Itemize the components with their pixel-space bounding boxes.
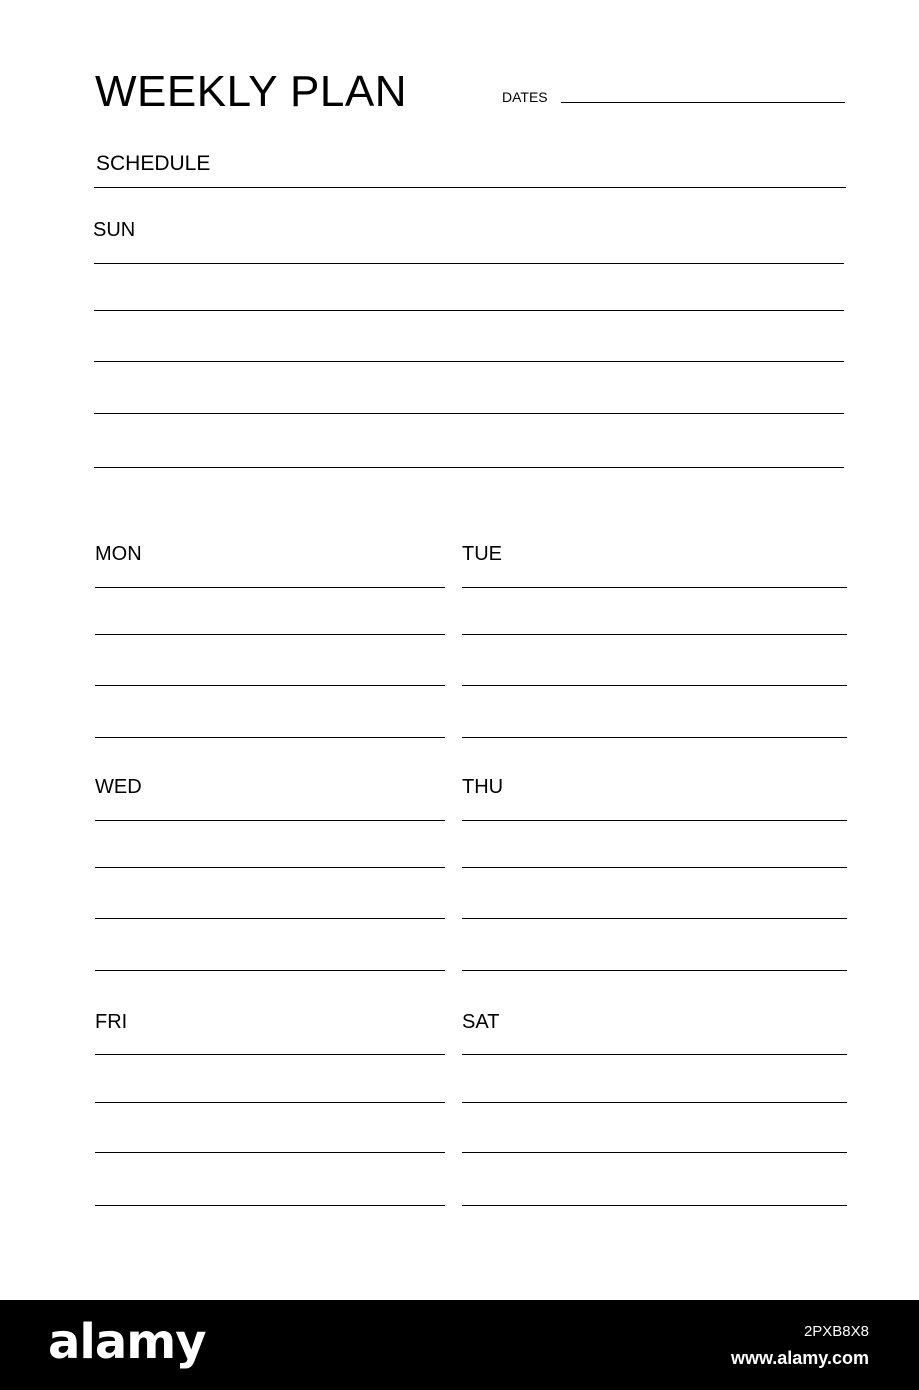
sun-line-1 <box>94 263 844 264</box>
dates-label: DATES <box>502 89 548 105</box>
tue-line-2 <box>462 634 847 635</box>
wed-line-3 <box>95 918 445 919</box>
tue-line-3 <box>462 685 847 686</box>
site-url: www.alamy.com <box>730 1348 869 1368</box>
dates-line <box>561 102 845 103</box>
sat-line-4 <box>462 1205 847 1206</box>
fri-line-3 <box>95 1152 445 1153</box>
sun-line-3 <box>94 361 844 362</box>
sun-line-2 <box>94 310 844 311</box>
day-label-sun: SUN <box>93 219 136 241</box>
sun-line-5 <box>94 467 844 468</box>
wed-line-1 <box>95 820 445 821</box>
schedule-rule <box>94 187 846 188</box>
tue-line-4 <box>462 737 847 738</box>
image-id: 2PXB8X8 <box>803 1323 869 1340</box>
tue-line-1 <box>462 587 847 588</box>
wed-line-4 <box>95 970 445 971</box>
sat-line-2 <box>462 1102 847 1103</box>
day-label-mon: MON <box>95 543 142 565</box>
fri-line-2 <box>95 1102 445 1103</box>
thu-line-1 <box>462 820 847 821</box>
day-label-sat: SAT <box>462 1011 500 1033</box>
thu-line-3 <box>462 918 847 919</box>
schedule-label: SCHEDULE <box>96 152 211 175</box>
fri-line-4 <box>95 1205 445 1206</box>
day-label-tue: TUE <box>462 543 502 565</box>
mon-line-1 <box>95 587 445 588</box>
mon-line-3 <box>95 685 445 686</box>
day-label-thu: THU <box>462 776 504 798</box>
thu-line-2 <box>462 867 847 868</box>
sat-line-1 <box>462 1054 847 1055</box>
mon-line-4 <box>95 737 445 738</box>
wed-line-2 <box>95 867 445 868</box>
fri-line-1 <box>95 1054 445 1055</box>
day-label-fri: FRI <box>95 1011 128 1033</box>
watermark-footer <box>0 1300 919 1390</box>
alamy-logo: alamy <box>48 1314 206 1370</box>
sun-line-4 <box>94 413 844 414</box>
mon-line-2 <box>95 634 445 635</box>
thu-line-4 <box>462 970 847 971</box>
sat-line-3 <box>462 1152 847 1153</box>
day-label-wed: WED <box>95 776 142 798</box>
page-title: WEEKLY PLAN <box>95 67 407 116</box>
